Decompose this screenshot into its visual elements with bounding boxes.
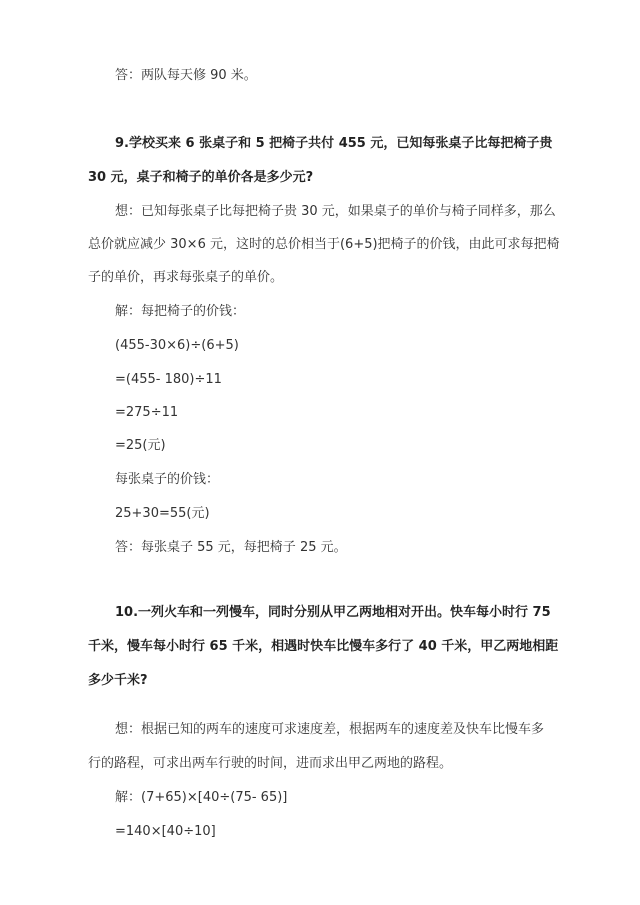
think-9-line-2: 总价就应减少 30×6 元，这时的总价相当于(6+5)把椅子的价钱，由此可求每把椅 (88, 237, 560, 252)
question-10-line-2: 千米，慢车每小时行 65 千米，相遇时快车比慢车多行了 40 千米，甲乙两地相距 (88, 639, 559, 654)
solution-9-header: 解：每把椅子的价钱： (115, 304, 246, 319)
answer-9: 答：每张桌子 55 元，每把椅子 25 元。 (115, 540, 347, 555)
think-10-line-1: 想：根据已知的两车的速度可求速度差，根据两车的速度差及快车比慢车多 (115, 722, 545, 737)
solution-9-step-1: (455-30×6)÷(6+5) (115, 338, 239, 353)
think-10-line-2: 行的路程，可求出两车行驶的时间，进而求出甲乙两地的路程。 (88, 756, 453, 771)
solution-9-step-4: =25(元) (115, 438, 166, 453)
solution-10-step-2: =140×[40÷10] (115, 824, 216, 839)
solution-9-desk-header: 每张桌子的价钱： (115, 472, 220, 487)
answer-8: 答：两队每天修 90 米。 (115, 68, 257, 83)
question-10-line-3: 多少千米? (88, 673, 148, 688)
solution-9-desk-step: 25+30=55(元) (115, 506, 210, 521)
solution-9-step-2: =(455- 180)÷11 (115, 372, 222, 387)
think-9-line-3: 子的单价，再求每张桌子的单价。 (88, 270, 284, 285)
question-9-line-2: 30 元，桌子和椅子的单价各是多少元? (88, 170, 314, 185)
solution-10-step-1: 解：(7+65)×[40÷(75- 65)] (115, 790, 288, 805)
think-9-line-1: 想：已知每张桌子比每把椅子贵 30 元，如果桌子的单价与椅子同样多，那么 (115, 204, 556, 219)
solution-9-step-3: =275÷11 (115, 405, 179, 420)
question-9-line-1: 9.学校买来 6 张桌子和 5 把椅子共付 455 元，已知每张桌子比每把椅子贵 (115, 136, 553, 151)
question-10-line-1: 10.一列火车和一列慢车，同时分别从甲乙两地相对开出。快车每小时行 75 (115, 605, 551, 620)
